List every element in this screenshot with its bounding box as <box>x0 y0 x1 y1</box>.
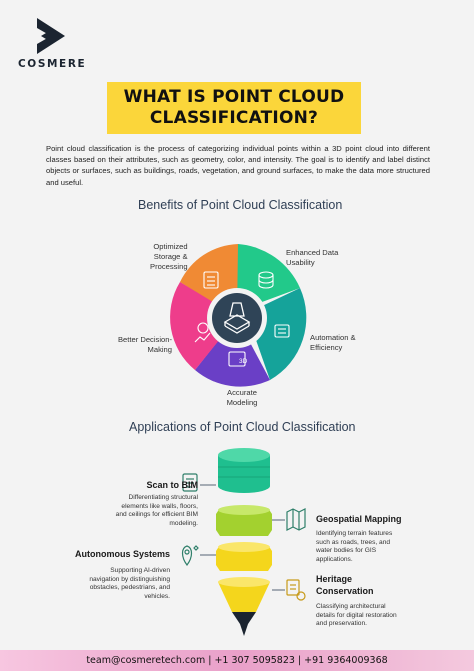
app-geospatial-desc-2: such as roads, trees, and <box>316 538 391 546</box>
app-scan-to-bim-title: Scan to BIM <box>146 480 198 490</box>
app-heritage-desc-2: details for digital restoration <box>316 611 397 619</box>
stack-funnel <box>218 577 270 636</box>
app-heritage-desc-1: Classifying architectural <box>316 603 386 610</box>
footer-contact-bar <box>0 650 474 671</box>
app-geospatial-desc <box>316 530 436 564</box>
benefit-usability-l2: Usability <box>286 258 315 267</box>
benefit-decision-l1: Better Decision- <box>117 335 172 344</box>
app-geospatial-desc-3: water bodies for GIS <box>316 547 377 555</box>
app-heritage-desc <box>316 603 436 629</box>
benefit-automation-l2: Efficiency <box>310 343 343 352</box>
app-heritage-title-2: Conservation <box>316 586 374 596</box>
app-heritage-title <box>316 573 374 597</box>
app-scan-to-bim-desc <box>72 494 198 528</box>
map-icon <box>287 509 305 530</box>
app-autonomous-desc-4: vehicles. <box>144 592 170 600</box>
app-heritage-title-1: Heritage <box>316 574 353 584</box>
intro-paragraph: Point cloud classification is the process of categorizing individual points within a 3D point cloud into different classes based on their attributes, such as geometry, color, and intensity. The goal is to identify and label distinct objects or surfaces, such as buildings, roads, vegetation, and ground surfaces, to make the data more structured and useful. <box>46 144 430 187</box>
benefit-decision-l2: Making <box>147 345 172 354</box>
stack-layer-green <box>218 448 270 493</box>
benefit-storage-l1: Optimized <box>153 242 188 251</box>
stack-layer-yellow <box>216 542 272 571</box>
applications-heading: Applications of Point Cloud Classification <box>129 420 356 434</box>
stack-layer-lime <box>216 505 272 536</box>
app-autonomous-desc-3: obstacles, pedestrians, and <box>89 584 170 592</box>
benefit-storage-l2: Storage & <box>153 252 188 261</box>
app-geospatial-desc-4: applications. <box>316 555 353 563</box>
app-geospatial-desc-1: Identifying terrain features <box>316 530 393 537</box>
app-autonomous-title: Autonomous Systems <box>74 549 170 559</box>
app-heritage-desc-3: and preservation. <box>316 620 367 628</box>
benefit-storage-l3: Processing <box>150 262 188 271</box>
footer-contact[interactable]: team@cosmeretech.com | +1 307 5095823 | +91 9364009368 <box>86 655 388 666</box>
benefit-usability-l1: Enhanced Data <box>286 248 339 257</box>
architecture-icon <box>287 580 305 600</box>
benefit-modeling-l2: Modeling <box>226 398 258 407</box>
app-autonomous-desc-2: navigation by distinguishing <box>89 575 170 583</box>
brand-name: COSMERE <box>18 58 87 70</box>
app-autonomous-desc-1: Supporting AI-driven <box>110 567 170 574</box>
location-pin-icon <box>183 546 199 565</box>
app-geospatial-title: Geospatial Mapping <box>316 514 402 524</box>
benefit-automation-l1: Automation & <box>310 333 356 342</box>
title-line-1: WHAT IS POINT CLOUD <box>123 87 345 107</box>
app-autonomous-desc <box>50 567 170 601</box>
app-scan-to-bim-desc-2: elements like walls, floors, <box>121 502 198 510</box>
benefits-heading: Benefits of Point Cloud Classification <box>138 198 343 212</box>
3d-label-icon: 3D <box>239 358 248 365</box>
title-line-2: CLASSIFICATION? <box>149 108 319 128</box>
benefit-modeling-l1: Accurate <box>227 388 257 397</box>
app-scan-to-bim-desc-3: and ceilings for efficient BIM <box>115 511 198 519</box>
app-scan-to-bim-desc-4: modeling. <box>169 519 198 527</box>
app-scan-to-bim-desc-1: Differentiating structural <box>128 494 198 501</box>
